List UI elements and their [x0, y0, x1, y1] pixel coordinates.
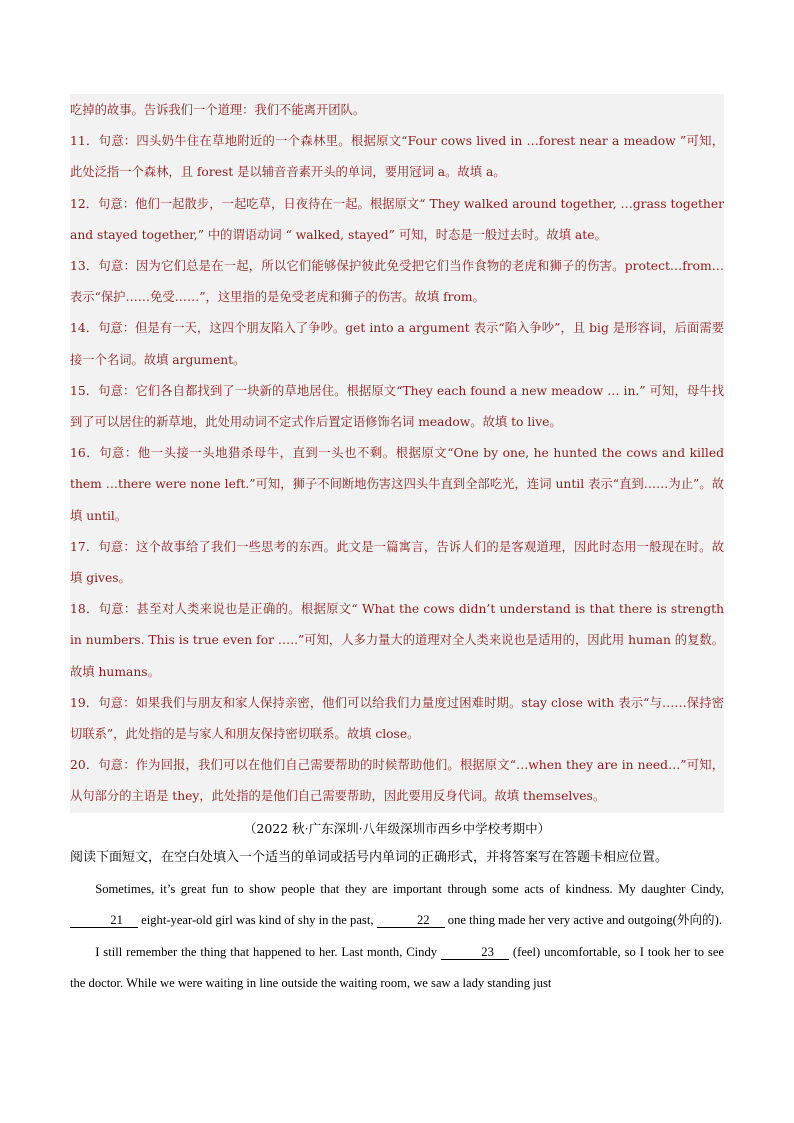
answer-item: 15．句意：它们各自都找到了一块新的草地居住。根据原文“They each found a new meadow … in.” 可知，母牛找到了可以居住的新草地，此处用动词不定式作后置定语修饰名词 meadow。故填 to live。 [70, 383, 724, 430]
passage-paragraph [70, 874, 724, 937]
answer-item: 17．句意：这个故事给了我们一些思考的东西。此文是一篇寓言，告诉人们的是客观道理，因此时态用一般现在时。故填 gives。 [70, 539, 724, 586]
passage-paragraph [70, 937, 724, 1000]
passage-text: (feel) uncomfortable, so I took her to see the doctor. While we were waiting in line outside the waiting room, we saw a lady standing just [70, 944, 724, 990]
answer-item: 20．句意：作为回报，我们可以在他们自己需要帮助的时候帮助他们。根据原文“…when they are in need…”可知，从句部分的主语是 they，此处指的是他们自己需要帮助，因此要用反身代词。故填 themselves。 [70, 758, 724, 804]
exercise-instruction: 阅读下面短文，在空白处填入一个适当的单词或括号内单词的正确形式，并将答案写在答题卡相应位置。 [70, 850, 669, 865]
answer-item: 吃掉的故事。告诉我们一个道理：我们不能离开团队。 [70, 103, 366, 117]
answer-explanations [70, 94, 724, 813]
answer-item: 18．句意：甚至对人类来说也是正确的。根据原文“ What the cows didn’t understand is that there is strength in numbers. This is true even for …..”可知，人多力量大的道理对全人类来说也是适用的，因此用 human 的复数。故填 humans。 [70, 602, 724, 679]
passage-text: Sometimes, it’s great fun to show people that they are important through some acts of kindness. My daughter Cindy, [95, 882, 724, 896]
answer-item: 16．句意：他一头接一头地猎杀母牛，直到一头也不剩。根据原文“One by one, he hunted the cows and killed them …there were none left.”可知，狮子不间断地伤害这四头牛直到全部吃光，连词 until 表示“直到……为止”。故填 until。 [70, 446, 724, 523]
exam-source: （2022 秋·广东深圳·八年级深圳市西乡中学校考期中） [243, 821, 551, 836]
answer-item: 13．句意：因为它们总是在一起，所以它们能够保护彼此免受把它们当作食物的老虎和狮子的伤害。protect…from…表示“保护……免受……”，这里指的是免受老虎和狮子的伤害。故填 from。 [70, 259, 724, 305]
passage-text: eight-year-old girl was kind of shy in the past, [138, 913, 377, 928]
answer-item: 14．句意：但是有一天，这四个朋友陷入了争吵。get into a argument 表示“陷入争吵”，且 big 是形容词，后面需要接一个名词。故填 argument。 [70, 321, 724, 367]
reading-passage [70, 874, 724, 999]
answer-item: 11．句意：四头奶牛住在草地附近的一个森林里。根据原文“Four cows lived in …forest near a meadow ”可知，此处泛指一个森林，且 forest 是以辅音音素开头的单词，要用冠词 a。故填 a。 [70, 134, 724, 180]
answer-item: 19．句意：如果我们与朋友和家人保持亲密，他们可以给我们力量度过困难时期。stay close with 表示“与……保持密切联系”，此处指的是与家人和朋友保持密切联系。故填 close。 [70, 695, 724, 742]
answer-item: 12．句意：他们一起散步，一起吃草，日夜待在一起。根据原文“ They walked around together, …grass together and stayed together,” 中的谓语动词 “ walked, stayed” 可知，时态是一般过去时。故填 ate。 [70, 196, 724, 242]
passage-text: I still remember the thing that happened to her. Last month, Cindy [95, 944, 441, 959]
passage-text: one thing made her very active and outgoing(外向的). [444, 913, 722, 928]
blank-21[interactable]: 21 [70, 913, 138, 928]
blank-23[interactable]: 23 [441, 945, 509, 960]
blank-22[interactable]: 22 [377, 913, 445, 928]
